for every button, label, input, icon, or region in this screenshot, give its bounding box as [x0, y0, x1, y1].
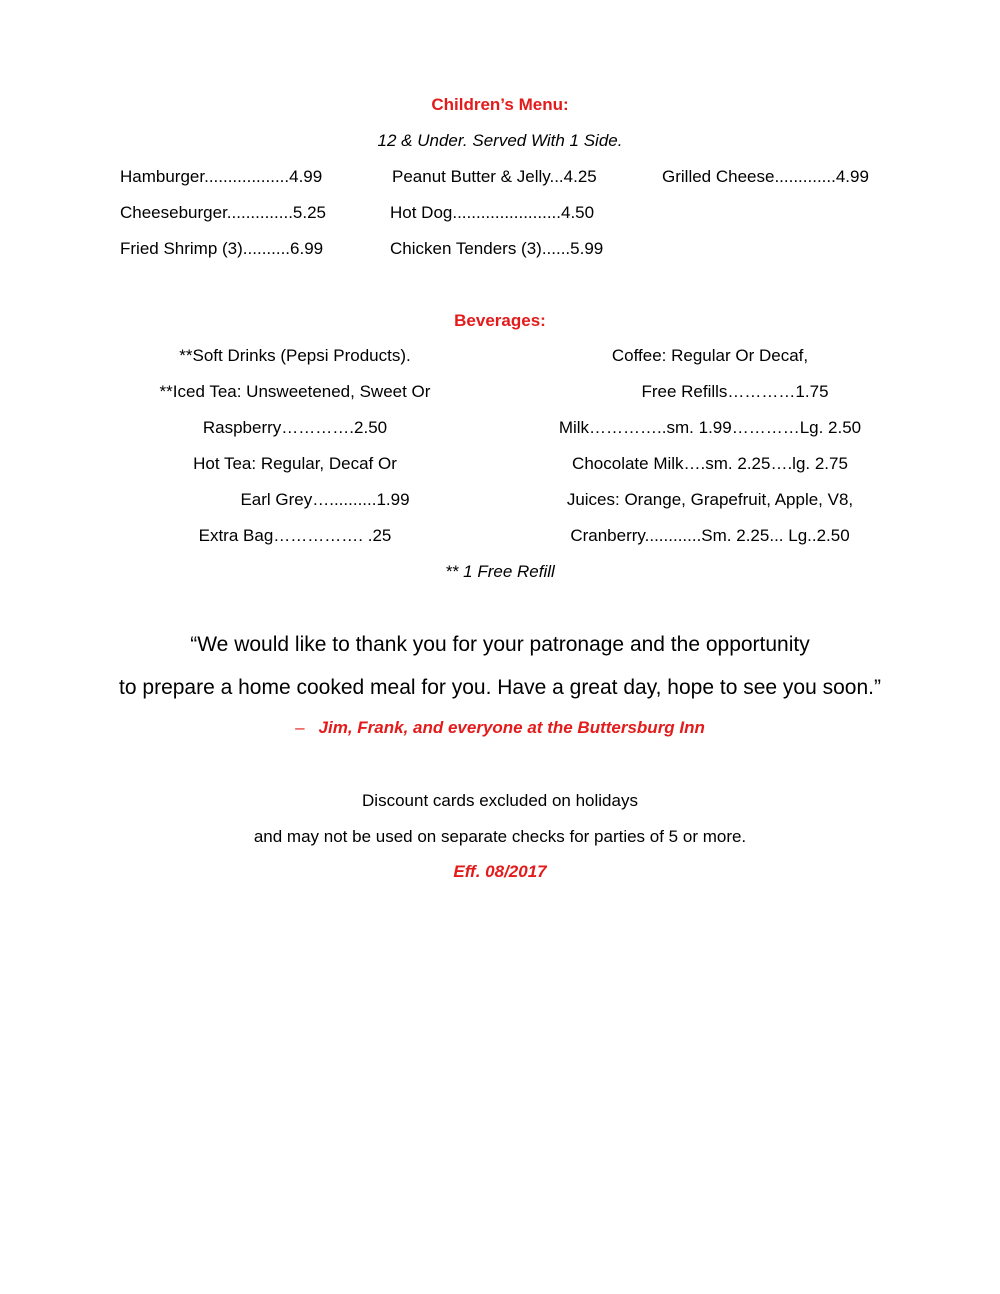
beverage-left-line: Raspberry………….2.50: [202, 418, 388, 437]
beverage-left-line: Earl Grey…..........1.99: [240, 490, 410, 509]
thanks-line-1: “We would like to thank you for your patronage and the opportunity: [190, 633, 810, 656]
childrens-menu-subheading: 12 & Under. Served With 1 Side.: [377, 131, 623, 150]
beverage-left-line: **Iced Tea: Unsweetened, Sweet Or: [159, 382, 431, 401]
signature: [0, 718, 1000, 738]
menu-item-cheeseburger: Cheeseburger..............5.25: [120, 203, 327, 222]
discount-line-2: and may not be used on separate checks for parties of 5 or more.: [253, 827, 747, 846]
menu-item-grilled-cheese: Grilled Cheese.............4.99: [662, 167, 869, 186]
menu-item-pbj: Peanut Butter & Jelly...4.25: [392, 167, 597, 186]
beverages-heading: Beverages:: [454, 311, 546, 330]
beverage-right-line: Cranberry............Sm. 2.25... Lg..2.50: [570, 526, 850, 545]
thanks-line-2: to prepare a home cooked meal for you. Have a great day, hope to see you soon.”: [119, 676, 881, 699]
beverage-right-line: Chocolate Milk….sm. 2.25….lg. 2.75: [572, 454, 848, 473]
beverage-left-line: **Soft Drinks (Pepsi Products).: [179, 346, 411, 365]
menu-item-chicken-tenders: Chicken Tenders (3)......5.99: [390, 239, 604, 258]
menu-item-fried-shrimp: Fried Shrimp (3)..........6.99: [120, 239, 324, 258]
beverage-right-line: Free Refills…………1.75: [641, 382, 829, 401]
beverage-left-line: Hot Tea: Regular, Decaf Or: [193, 454, 397, 473]
menu-item-hot-dog: Hot Dog.......................4.50: [390, 203, 595, 222]
effective-date: Eff. 08/2017: [453, 862, 547, 881]
childrens-menu-heading: Children’s Menu:: [431, 95, 569, 114]
menu-item-hamburger: Hamburger..................4.99: [120, 167, 323, 186]
signature-dash: –: [295, 718, 305, 737]
beverage-right-line: Coffee: Regular Or Decaf,: [611, 346, 809, 365]
beverage-left-line: Extra Bag……………. .25: [198, 526, 392, 545]
beverage-right-line: Juices: Orange, Grapefruit, Apple, V8,: [566, 490, 854, 509]
signature-text: Jim, Frank, and everyone at the Buttersburg Inn: [318, 718, 705, 737]
beverage-right-line: Milk…………..sm. 1.99…………Lg. 2.50: [558, 418, 862, 437]
discount-line-1: Discount cards excluded on holidays: [362, 791, 638, 810]
free-refill-note: ** 1 Free Refill: [445, 562, 555, 581]
